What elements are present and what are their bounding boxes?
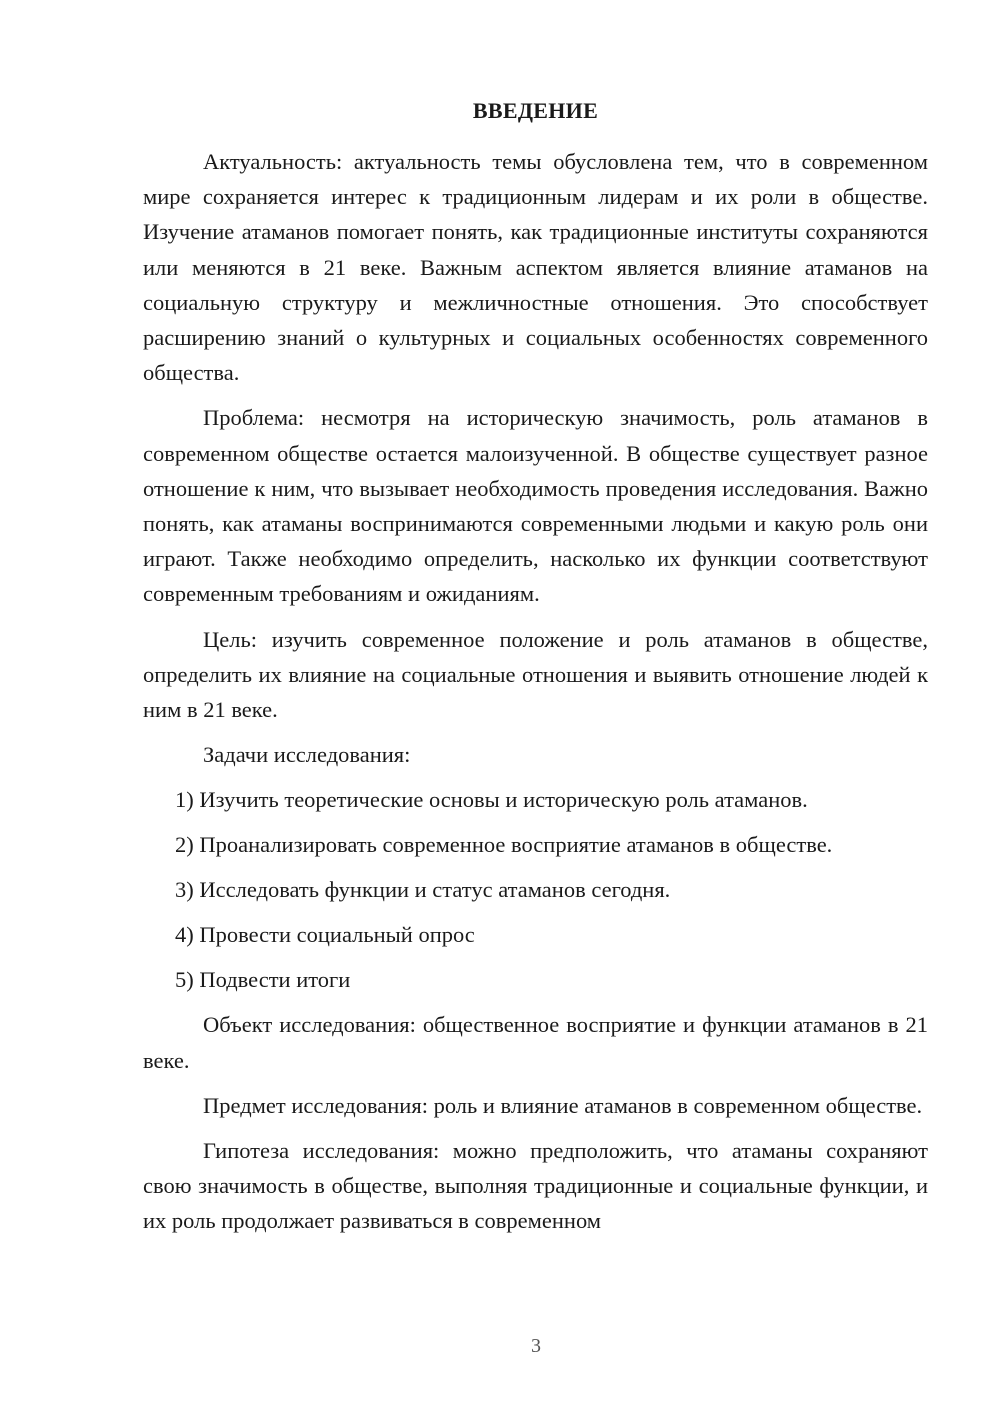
- relevance-paragraph: Актуальность: актуальность темы обусловлена тем, что в современном мире сохраняется интерес к традиционным лидерам и их роли в обществе. Изучение атаманов помогает понять, как традиционные институты сохраняются или меняются в 21 веке. Важным аспектом является влияние атаманов на социальную структуру и межличностные отношения. Это способствует расширению знаний о культурных и социальных особенностях современного общества.: [143, 149, 928, 386]
- task-item: 2) Проанализировать современное восприятие атаманов в обществе.: [175, 832, 833, 858]
- hypothesis-paragraph: Гипотеза исследования: можно предположить, что атаманы сохраняют свою значимость в обществе, выполняя традиционные и социальные функции, и их роль продолжает развиваться в современном: [143, 1138, 928, 1234]
- task-item: 5) Подвести итоги: [175, 967, 351, 993]
- task-item: 1) Изучить теоретические основы и историческую роль атаманов.: [175, 787, 808, 813]
- tasks-list: [143, 782, 928, 997]
- section-heading: ВВЕДЕНИЕ: [472, 98, 599, 123]
- object-paragraph: Объект исследования: общественное восприятие и функции атаманов в 21 веке.: [143, 1012, 928, 1073]
- task-item: 4) Провести социальный опрос: [175, 922, 475, 948]
- tasks-heading: Задачи исследования:: [203, 742, 411, 768]
- page-number: 3: [531, 1335, 541, 1357]
- page-body: [143, 96, 928, 1239]
- task-item: 3) Исследовать функции и статус атаманов сегодня.: [175, 877, 671, 903]
- goal-paragraph: Цель: изучить современное положение и роль атаманов в обществе, определить их влияние на социальные отношения и выявить отношение людей к ним в 21 веке.: [143, 626, 928, 723]
- problem-paragraph: Проблема: несмотря на историческую значимость, роль атаманов в современном обществе остается малоизученной. В обществе существует разное отношение к ним, что вызывает необходимость проведения исследования. Важно понять, как атаманы воспринимаются современными людьми и какую роль они играют. Также необходимо определить, насколько их функции соответствуют современным требованиям и ожиданиям.: [143, 405, 928, 607]
- subject-paragraph: Предмет исследования: роль и влияние атаманов в современном обществе.: [203, 1092, 923, 1118]
